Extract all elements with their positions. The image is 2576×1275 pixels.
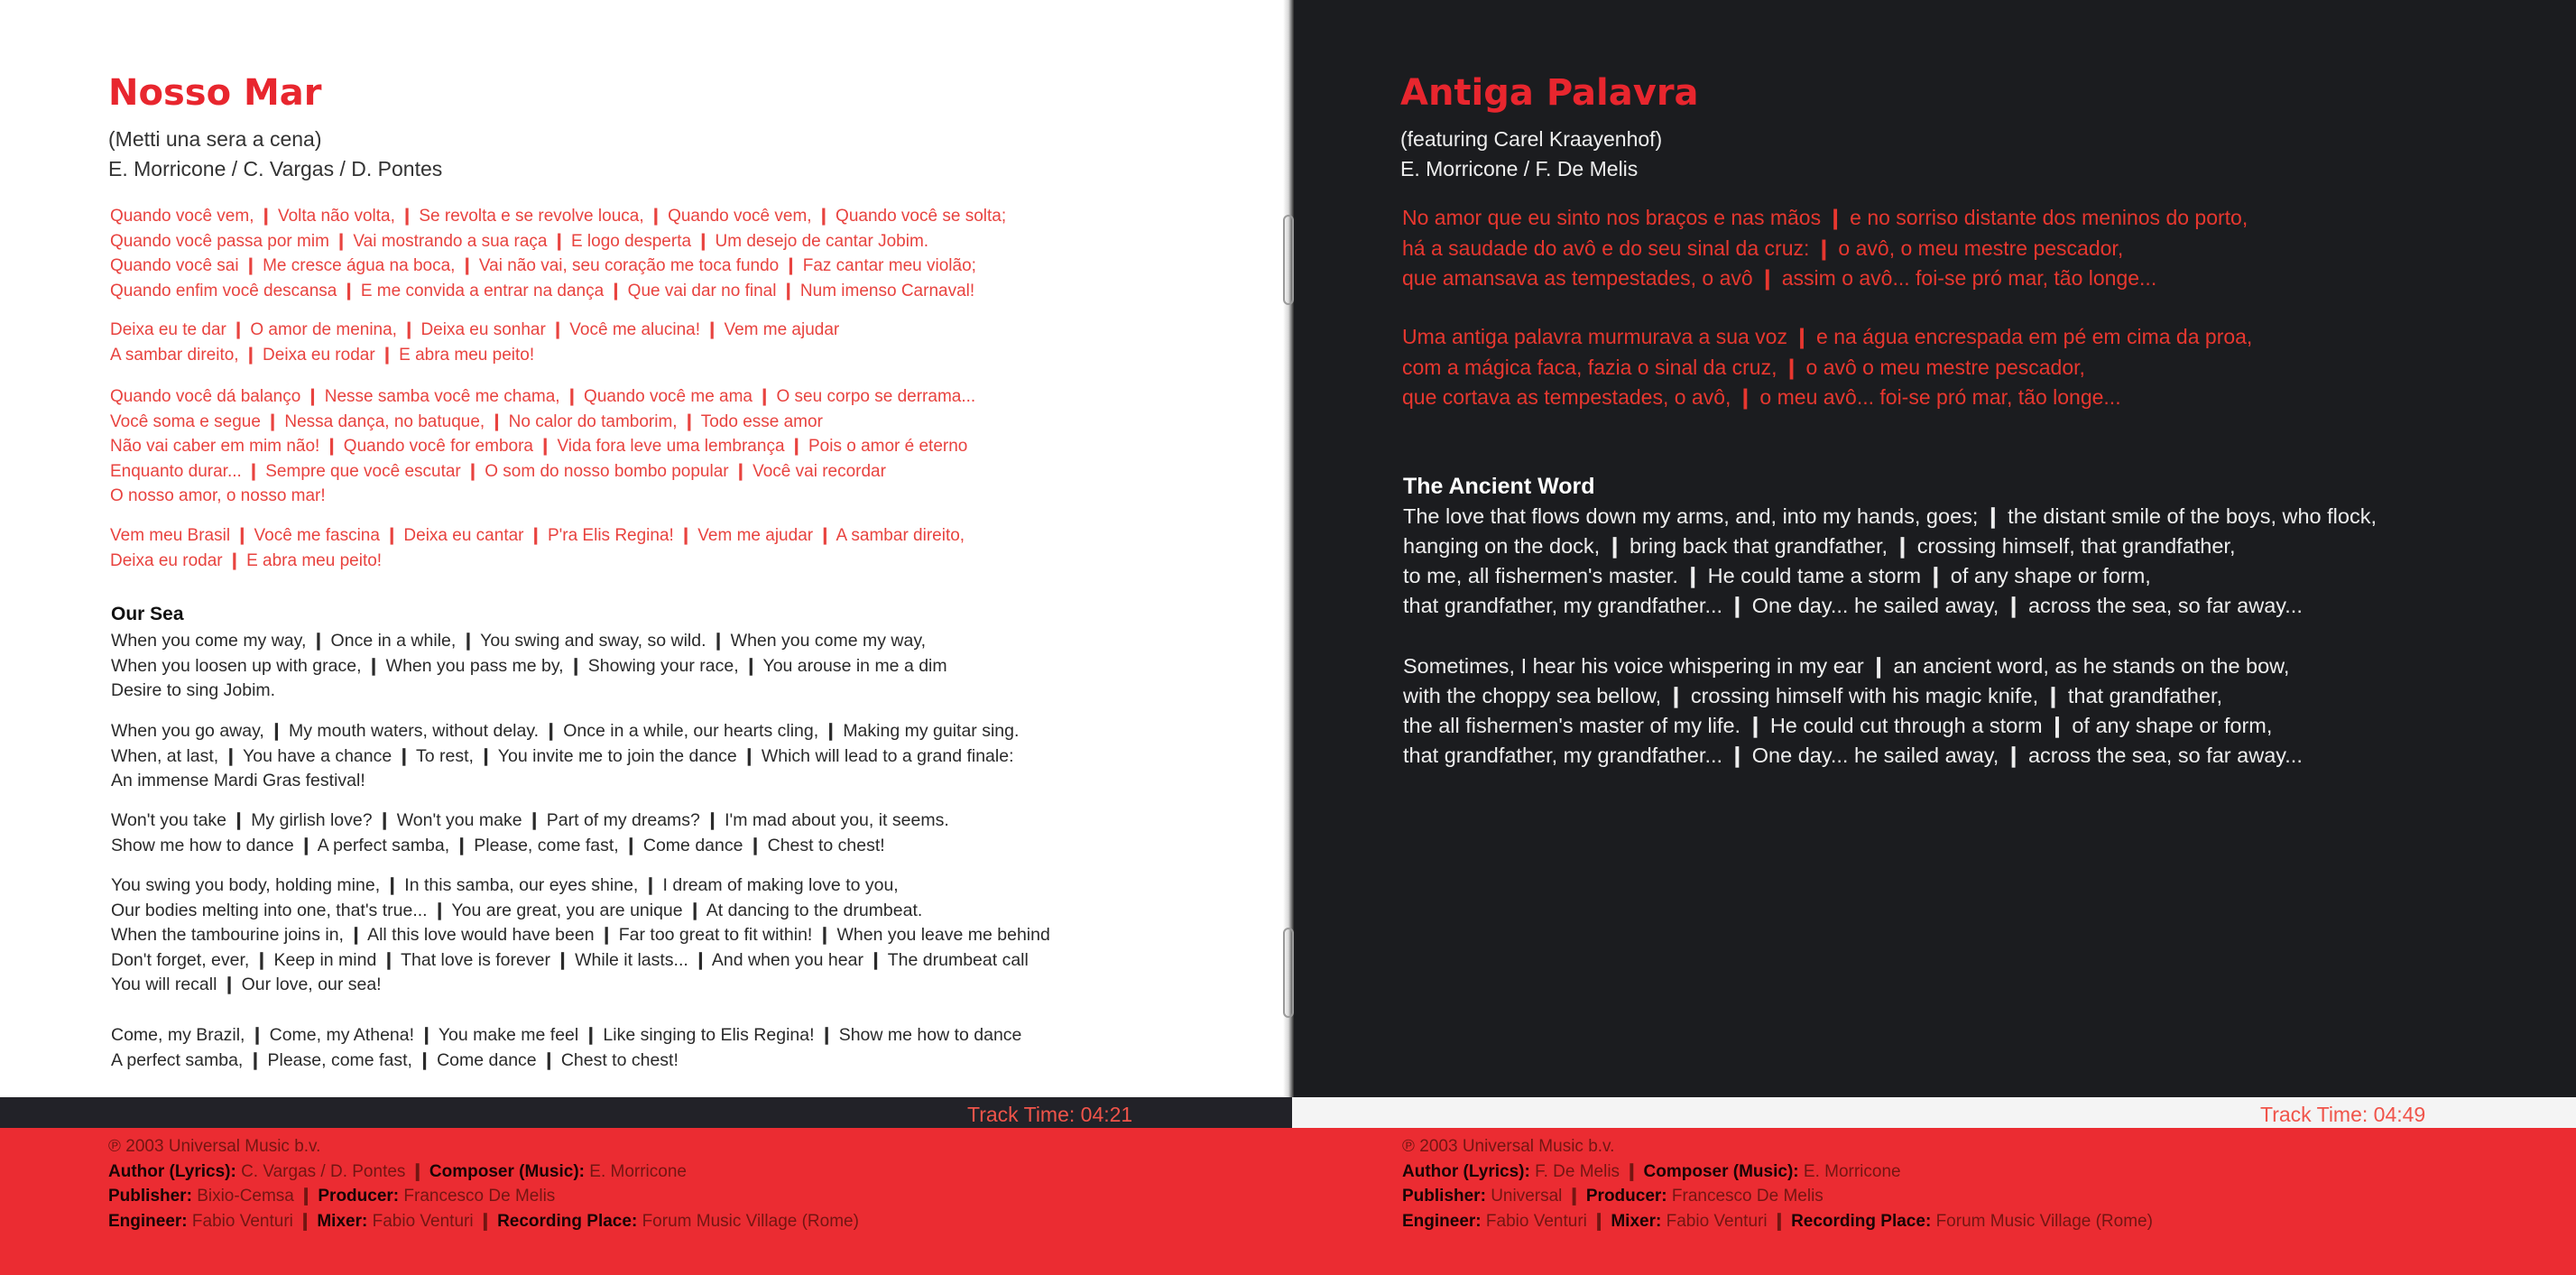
lyric-line: A sambar direito, ❙ Deixa eu rodar ❙ E abra meu peito!: [110, 345, 535, 365]
lyric-line: Enquanto durar... ❙ Sempre que você escutar ❙ O som do nosso bombo popular ❙ Você vai recordar: [110, 461, 886, 481]
lyric-line: No amor que eu sinto nos braços e nas mãos ❙ e no sorriso distante dos meninos do porto,: [1402, 206, 2248, 229]
lyric-line: Não vai caber em mim não! ❙ Quando você for embora ❙ Vida fora leve uma lembrança ❙ Pois o amor é eterno: [110, 437, 968, 456]
staple: [1283, 215, 1294, 305]
translation-title: Our Sea: [111, 604, 184, 624]
lyric-line: Deixa eu rodar ❙ E abra meu peito!: [110, 550, 383, 570]
composer-value: E. Morricone: [1803, 1161, 1901, 1181]
song-subtitle: (Metti una sera a cena): [108, 127, 322, 151]
recording-place-label: Recording Place:: [1791, 1211, 1932, 1231]
lyric-line: há a saudade do avô e do seu sinal da cruz: ❙ o avô, o meu mestre pescador,: [1402, 236, 2124, 260]
lyric-line: When you go away, ❙ My mouth waters, without delay. ❙ Once in a while, our hearts cling, ❙ Making my guitar sing.: [111, 721, 1020, 741]
lyric-line: Uma antiga palavra murmurava a sua voz ❙ e na água encrespada em pé em cima da proa,: [1402, 325, 2253, 348]
lyric-line: hanging on the dock, ❙ bring back that grandfather, ❙ crossing himself, that grandfather,: [1403, 534, 2236, 558]
producer-value: Francesco De Melis: [1671, 1187, 1824, 1206]
credits-line-3: Engineer: Fabio Venturi ❙ Mixer: Fabio Venturi ❙ Recording Place: Forum Music Village (Rome): [108, 1211, 859, 1231]
producer-label: Producer:: [318, 1187, 400, 1206]
mixer-value: Fabio Venturi: [1666, 1211, 1768, 1231]
lyric-line: Deixa eu te dar ❙ O amor de menina, ❙ Deixa eu sonhar ❙ Você me alucina! ❙ Vem me ajudar: [110, 320, 840, 339]
credits: [108, 1134, 859, 1233]
lyric-line: When you loosen up with grace, ❙ When you pass me by, ❙ Showing your race, ❙ You arouse in me a dim: [111, 655, 947, 676]
song-subtitle: (featuring Carel Kraayenhof): [1400, 127, 1663, 151]
recording-place-label: Recording Place:: [497, 1211, 638, 1231]
credits-line-1: Author (Lyrics): F. De Melis ❙ Composer (Music): E. Morricone: [1402, 1161, 1901, 1181]
lyrics-pt-stanza-3: [110, 384, 975, 509]
lyric-line: The love that flows down my arms, and, into my hands, goes; ❙ the distant smile of the boys, who flock,: [1403, 504, 2377, 528]
composer-label: Composer (Music):: [429, 1161, 585, 1181]
lyric-line: que amansava as tempestades, o avô ❙ assim o avô... foi-se pró mar, tão longe...: [1402, 266, 2157, 290]
producer-label: Producer:: [1585, 1187, 1667, 1206]
recording-place-value: Forum Music Village (Rome): [1935, 1211, 2153, 1231]
staple: [1283, 928, 1294, 1018]
lyric-line: com a mágica faca, fazia o sinal da cruz, ❙ o avô o meu mestre pescador,: [1402, 355, 2085, 379]
lyric-line: Sometimes, I hear his voice whispering in my ear ❙ an ancient word, as he stands on the bow,: [1403, 654, 2290, 678]
recording-place-value: Forum Music Village (Rome): [642, 1211, 859, 1231]
credits-line-2: Publisher: Universal ❙ Producer: Francesco De Melis: [1402, 1187, 1824, 1206]
credits-line-1: Author (Lyrics): C. Vargas / D. Pontes ❙ Composer (Music): E. Morricone: [108, 1161, 687, 1181]
lyric-line: Come, my Brazil, ❙ Come, my Athena! ❙ You make me feel ❙ Like singing to Elis Regina! ❙ Show me how to dance: [111, 1025, 1022, 1045]
lyric-line: Você soma e segue ❙ Nessa dança, no batuque, ❙ No calor do tamborim, ❙ Todo esse amor: [110, 411, 823, 431]
copyright: ℗ 2003 Universal Music b.v.: [1402, 1137, 1615, 1156]
lyrics-en-stanza-2: [1403, 651, 2303, 771]
lyric-line: Don't forget, ever, ❙ Keep in mind ❙ That love is forever ❙ While it lasts... ❙ And when you hear ❙ The drumbeat call: [111, 949, 1029, 970]
track-time: Track Time: 04:21: [967, 1103, 1133, 1126]
track-time: Track Time: 04:49: [2260, 1103, 2426, 1126]
lyric-line: Won't you take ❙ My girlish love? ❙ Won't you make ❙ Part of my dreams? ❙ I'm mad about you, it seems.: [111, 810, 949, 830]
song-authors: E. Morricone / F. De Melis: [1400, 157, 1639, 180]
composer-label: Composer (Music):: [1643, 1161, 1799, 1181]
lyric-line: When, at last, ❙ You have a chance ❙ To rest, ❙ You invite me to join the dance ❙ Which will lead to a grand finale:: [111, 745, 1014, 766]
author-label: Author (Lyrics):: [108, 1161, 236, 1181]
lyrics-en-stanza-1: [111, 629, 947, 704]
lyrics-pt-stanza-1: [1402, 203, 2248, 294]
lyric-line: Quando enfim você descansa ❙ E me convida a entrar na dança ❙ Que vai dar no final ❙ Num imenso Carnaval!: [110, 281, 975, 300]
copyright: ℗ 2003 Universal Music b.v.: [108, 1137, 321, 1156]
engineer-value: Fabio Venturi: [191, 1211, 293, 1231]
lyric-line: Our bodies melting into one, that's true... ❙ You are great, you are unique ❙ At dancing to the drumbeat.: [111, 900, 923, 920]
song-authors: E. Morricone / C. Vargas / D. Pontes: [108, 157, 443, 180]
song-title: Antiga Palavra: [1400, 72, 1699, 114]
lyric-line: Quando você vem, ❙ Volta não volta, ❙ Se revolta e se revolve louca, ❙ Quando você vem, ❙ Quando você se solta;: [110, 207, 1007, 226]
lyrics-en-stanza-2: [111, 719, 1019, 794]
lyrics-pt-stanza-2: [1402, 322, 2252, 413]
lyric-line: Quando você dá balanço ❙ Nesse samba você me chama, ❙ Quando você me ama ❙ O seu corpo se derrama...: [110, 387, 976, 406]
credits-line-2: Publisher: Bixio-Cemsa ❙ Producer: Francesco De Melis: [108, 1187, 556, 1206]
lyric-line: with the choppy sea bellow, ❙ crossing himself with his magic knife, ❙ that grandfather,: [1403, 684, 2223, 707]
engineer-value: Fabio Venturi: [1485, 1211, 1587, 1231]
lyric-line: Vem meu Brasil ❙ Você me fascina ❙ Deixa eu cantar ❙ P'ra Elis Regina! ❙ Vem me ajudar ❙ A sambar direito,: [110, 526, 965, 545]
translation-title: The Ancient Word: [1403, 474, 1595, 499]
lyric-line: that grandfather, my grandfather... ❙ One day... he sailed away, ❙ across the sea, so far away...: [1403, 594, 2303, 617]
lyrics-en-stanza-4: [111, 873, 1050, 998]
lyrics-en-stanza-3: [111, 808, 949, 858]
mixer-label: Mixer:: [317, 1211, 368, 1231]
lyric-line: to me, all fishermen's master. ❙ He could tame a storm ❙ of any shape or form,: [1403, 564, 2151, 587]
producer-value: Francesco De Melis: [403, 1187, 556, 1206]
lyric-line: A perfect samba, ❙ Please, come fast, ❙ Come dance ❙ Chest to chest!: [111, 1049, 679, 1070]
engineer-label: Engineer:: [108, 1211, 188, 1231]
publisher-label: Publisher:: [108, 1187, 192, 1206]
lyric-line: An immense Mardi Gras festival!: [111, 771, 365, 790]
lyrics-pt-stanza-1: [110, 204, 1006, 303]
engineer-label: Engineer:: [1402, 1211, 1482, 1231]
mixer-label: Mixer:: [1611, 1211, 1662, 1231]
publisher-value: Universal: [1491, 1187, 1563, 1206]
lyric-line: When you come my way, ❙ Once in a while, ❙ You swing and sway, so wild. ❙ When you come my way,: [111, 631, 927, 651]
composer-value: E. Morricone: [589, 1161, 687, 1181]
publisher-label: Publisher:: [1402, 1187, 1486, 1206]
lyric-line: Quando você sai ❙ Me cresce água na boca, ❙ Vai não vai, seu coração me toca fundo ❙ Faz cantar meu violão;: [110, 256, 976, 275]
credits-line-3: Engineer: Fabio Venturi ❙ Mixer: Fabio Venturi ❙ Recording Place: Forum Music Village (Rome): [1402, 1211, 2153, 1231]
author-label: Author (Lyrics):: [1402, 1161, 1530, 1181]
lyric-line: Show me how to dance ❙ A perfect samba, ❙ Please, come fast, ❙ Come dance ❙ Chest to chest!: [111, 835, 885, 855]
lyric-line: that grandfather, my grandfather... ❙ One day... he sailed away, ❙ across the sea, so far away...: [1403, 744, 2303, 767]
author-value: F. De Melis: [1535, 1161, 1620, 1181]
publisher-value: Bixio-Cemsa: [197, 1187, 294, 1206]
lyric-line: the all fishermen's master of my life. ❙ He could cut through a storm ❙ of any shape or form,: [1403, 714, 2273, 737]
lyric-line: You swing you body, holding mine, ❙ In this samba, our eyes shine, ❙ I dream of making love to you,: [111, 875, 899, 895]
right-page: [1292, 0, 2576, 1275]
lyric-line: Desire to sing Jobim.: [111, 680, 276, 700]
mixer-value: Fabio Venturi: [372, 1211, 474, 1231]
song-title: Nosso Mar: [108, 72, 322, 114]
lyric-line: O nosso amor, o nosso mar!: [110, 486, 326, 505]
lyric-line: Quando você passa por mim ❙ Vai mostrando a sua raça ❙ E logo desperta ❙ Um desejo de cantar Jobim.: [110, 231, 929, 251]
credits: [1402, 1134, 2153, 1233]
lyric-line: que cortava as tempestades, o avô, ❙ o meu avô... foi-se pró mar, tão longe...: [1402, 385, 2121, 409]
lyric-line: When the tambourine joins in, ❙ All this love would have been ❙ Far too great to fit within! ❙ When you leave me behind: [111, 925, 1050, 945]
lyrics-en-stanza-1: [1403, 502, 2377, 621]
lyrics-pt-stanza-4: [110, 523, 965, 573]
lyrics-pt-stanza-2: [110, 318, 839, 367]
lyric-line: You will recall ❙ Our love, our sea!: [111, 975, 382, 994]
author-value: C. Vargas / D. Pontes: [241, 1161, 406, 1181]
lyrics-en-stanza-5: [111, 1023, 1021, 1073]
